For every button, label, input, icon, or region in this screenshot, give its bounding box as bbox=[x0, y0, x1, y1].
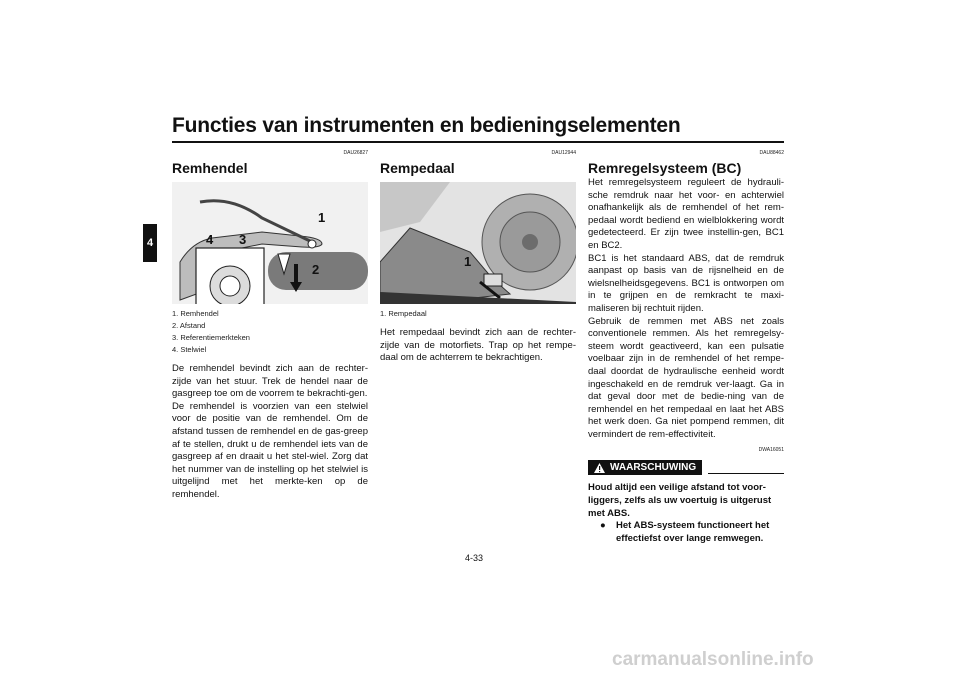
paragraph: Het remregelsysteem reguleert de hydrauli-sche remdruk naar het voor- en achterwiel onafhankelijk als de remhendel of het rem-pedaal wordt bediend en wielblokkering wordt gedetecteerd. Er zijn twee instellin-gen, BC1 en BC2. bbox=[588, 177, 784, 251]
column-remregelsysteem bbox=[588, 150, 784, 545]
section-code: DAU88462 bbox=[759, 150, 784, 156]
brake-pedal-illustration bbox=[380, 182, 576, 304]
figure-captions bbox=[172, 308, 368, 356]
caption: 3. Referentiemerkteken bbox=[172, 333, 250, 342]
caption: 2. Afstand bbox=[172, 321, 206, 330]
callout-4: 4 bbox=[206, 232, 214, 247]
column-rempedaal bbox=[380, 150, 576, 365]
paragraph: Gebruik de remmen met ABS net zoals conventionele remmen. Als het remregelsy-steem wordt geactiveerd, kan een pulsatie voelbaar zijn in de remhendel of het rempe-daal doordat de hydraulische eenheid wordt ingeschakeld en de remdruk ver-laagt. Ga in dat geval door met de bedie-ning van de remhendel en het rempedaal en laat het ABS het werk doen. Ga niet pompend remmen, dit vermindert de rem-effectiviteit. bbox=[588, 315, 784, 440]
paragraph: De remhendel bevindt zich aan de rechter-zijde van het stuur. Trek de hendel naar de gasgreep toe om de voorrem te bekrachti-gen. bbox=[172, 363, 368, 400]
caption: 4. Stelwiel bbox=[172, 345, 207, 354]
section-heading: Remregelsysteem (BC) bbox=[588, 160, 742, 176]
callout-1: 1 bbox=[464, 254, 472, 269]
figure-captions bbox=[380, 308, 576, 320]
section-code: DAU26827 bbox=[343, 150, 368, 156]
caption: 1. Remhendel bbox=[172, 309, 219, 318]
warning-code: DWA16051 bbox=[758, 447, 784, 454]
page-header-title: Functies van instrumenten en bedieningselementen bbox=[172, 114, 681, 137]
bullet-text: Het ABS-systeem functioneert het effectiefst over lange remwegen. bbox=[616, 520, 770, 544]
warning-label: WAARSCHUWING bbox=[610, 462, 697, 474]
callout-1: 1 bbox=[318, 210, 326, 225]
page-number: 4-33 bbox=[465, 553, 484, 563]
callout-3: 3 bbox=[239, 232, 247, 247]
warning-bullet bbox=[588, 520, 784, 545]
chapter-tab: 4 bbox=[143, 224, 157, 262]
warning-triangle-icon bbox=[594, 463, 605, 473]
paragraph: De remhendel is voorzien van een stelwiel voor de positie van de remhendel. Om de afstand tussen de remhendel en de gas-greep af te stellen, drukt u de remhendel iets van de gasgreep af en draait u het stel-wiel. Zorg dat het nummer van de instelling op het stelwiel is uitgelijnd met het merkte-ken op de remhendel. bbox=[172, 400, 368, 500]
section-code: DAU12944 bbox=[551, 150, 576, 156]
brake-lever-figure bbox=[172, 182, 368, 304]
warning-rule bbox=[708, 473, 784, 474]
warning-badge bbox=[588, 460, 702, 475]
paragraph: Het rempedaal bevindt zich aan de rechter-zijde van de motorfiets. Trap op het rempe-daal om de achterrem te bekrachtigen. bbox=[380, 327, 576, 364]
brake-pedal-figure bbox=[380, 182, 576, 304]
bullet-dot-icon: ● bbox=[600, 520, 606, 532]
section-heading: Remhendel bbox=[172, 160, 248, 176]
section-heading: Rempedaal bbox=[380, 160, 455, 176]
column-remhendel bbox=[172, 150, 368, 502]
warning-header bbox=[588, 460, 784, 475]
header-rule bbox=[172, 141, 784, 143]
watermark: carmanualsonline.info bbox=[612, 649, 814, 670]
paragraph: BC1 is het standaard ABS, dat de remdruk aanpast op basis van de rijsnelheid en de wielsnelheidsgegevens. BC1 is ontworpen om in te grijpen en de remkracht te maxi-maliseren bij rechtuit rijden. bbox=[588, 252, 784, 314]
warning-text: Houd altijd een veilige afstand tot voor-liggers, zelfs als uw voertuig is uitgerust met ABS. bbox=[588, 482, 772, 519]
callout-2: 2 bbox=[312, 262, 320, 277]
brake-lever-illustration bbox=[172, 182, 368, 304]
caption: 1. Rempedaal bbox=[380, 309, 427, 318]
